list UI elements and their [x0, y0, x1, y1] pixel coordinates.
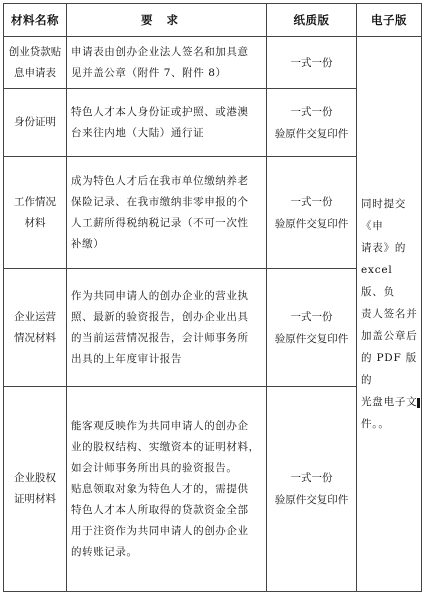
materials-table-page — [3, 3, 421, 607]
text-line: 用于注资作为共同申请人的创办企业 — [71, 524, 249, 537]
row-requirement — [67, 89, 267, 157]
text-line: 补缴） — [71, 237, 105, 250]
text-line: 验原件交复印件 — [274, 217, 349, 230]
row-material-name — [4, 387, 67, 592]
header-paper-version: 纸质版 — [267, 4, 357, 37]
text-line: 一式一份 — [290, 195, 333, 208]
row-material-name — [4, 37, 67, 89]
text-line: 成为特色人才后在我市单位缴纳养老 — [71, 174, 249, 187]
header-material-name: 材料名称 — [4, 4, 67, 37]
materials-table — [3, 3, 422, 592]
text-line: 工作情况 — [14, 195, 56, 208]
row-requirement — [67, 269, 267, 387]
text-line: 业的股权结构、实缴资本的证明材料， — [71, 440, 260, 453]
row-paper-version — [267, 387, 357, 592]
row-material-name — [4, 89, 67, 157]
text-line: 人工薪所得税纳税记录（不可一次性 — [71, 216, 249, 229]
text-line: 一式一份 — [290, 56, 333, 69]
text-line: 件。。 — [361, 418, 390, 430]
row-requirement — [67, 37, 267, 89]
header-electronic-version: 电子版 — [357, 4, 422, 37]
row-paper-version — [267, 89, 357, 157]
text-line: 特色人才本人所取得的贷款资金全部 — [71, 503, 249, 516]
text-line: 申请表由创办企业法人签名和加具意 — [71, 45, 249, 58]
text-line: 保险记录、在我市缴纳非零申报的个 — [71, 195, 249, 208]
text-line: 特色人才本人身份证或护照、或港澳 — [71, 105, 249, 118]
margin-mark — [417, 398, 420, 408]
text-line: 见并盖公章（附件 7、附件 8） — [71, 66, 227, 79]
text-line: 息申请表 — [14, 66, 56, 79]
text-line: 企业股权 — [14, 472, 56, 484]
text-line: 材料 — [24, 216, 46, 229]
row-requirement — [67, 157, 267, 269]
text-line: 创业贷款贴 — [8, 45, 62, 58]
text-line: 验原件交复印件 — [274, 494, 349, 506]
electronic-version-cell — [357, 37, 422, 592]
text-line: 一式一份 — [290, 105, 333, 118]
text-line: 请表》的 — [361, 242, 407, 254]
text-line: 的 PDF 版的 — [361, 352, 418, 386]
text-line: 贴息领取对象为特色人才的，需提供 — [71, 482, 249, 495]
text-line: 光盘电子文 — [361, 396, 418, 408]
text-line: 一式一份 — [290, 472, 333, 484]
row-requirement — [67, 387, 267, 592]
text-line: 企业运营 — [14, 310, 56, 323]
row-paper-version — [267, 37, 357, 89]
text-line: 验原件交复印件 — [274, 332, 349, 345]
text-line: 身份证明 — [14, 116, 56, 128]
text-line: 台来往内地（大陆）通行证 — [71, 126, 205, 139]
text-line: 验原件交复印件 — [274, 127, 349, 140]
header-requirement: 要求 — [67, 4, 267, 37]
text-line: 的当前运营情况报告，会计师事务所 — [71, 331, 249, 344]
text-line: 出具的上年度审计报告 — [71, 352, 182, 365]
text-line: 证明材料 — [14, 493, 56, 505]
text-line: 能客观反映作为共同申请人的创办企 — [71, 419, 249, 432]
header-row — [4, 4, 422, 37]
table-row — [4, 37, 422, 89]
text-line: 的转账记录。 — [71, 545, 138, 558]
text-line: 责人签名并 — [361, 308, 418, 320]
text-line: excel 版、负 — [361, 264, 395, 298]
row-paper-version — [267, 157, 357, 269]
row-material-name — [4, 269, 67, 387]
text-line: 加盖公章后 — [361, 330, 418, 342]
text-line: 如会计师事务所出具的验资报告。 — [71, 461, 238, 474]
text-line: 照、最新的验资报告，创办企业出具 — [71, 310, 249, 323]
text-line: 同时提交《申 — [361, 198, 407, 232]
row-paper-version — [267, 269, 357, 387]
text-line: 作为共同申请人的创办企业的营业执 — [71, 289, 249, 302]
row-material-name — [4, 157, 67, 269]
text-line: 一式一份 — [290, 310, 333, 323]
text-line: 情况材料 — [14, 331, 56, 344]
